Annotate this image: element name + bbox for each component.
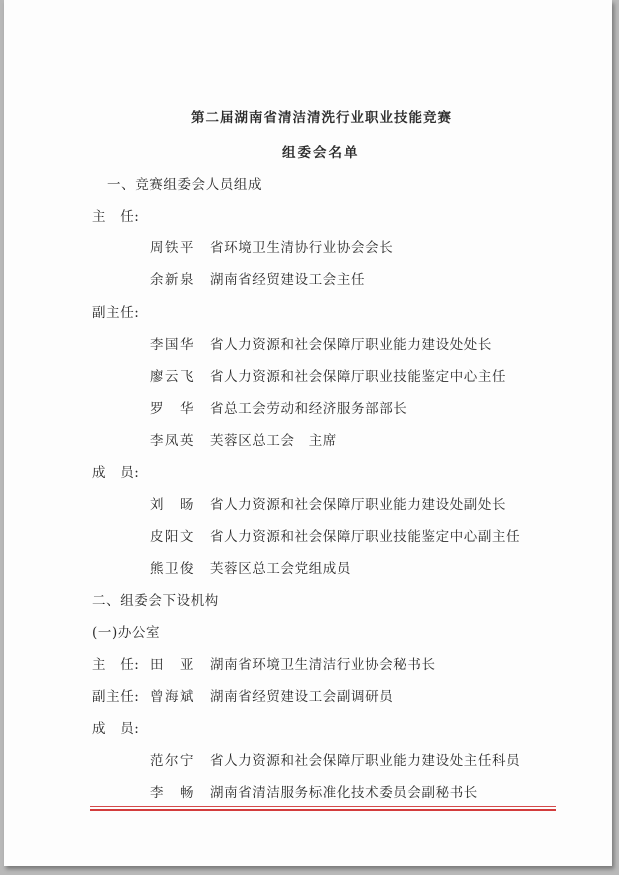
deputy-label: 副主任: (92, 305, 140, 321)
deputy-position: 芙蓉区总工会 主席 (210, 433, 337, 449)
deputy-name: 罗 华 (150, 401, 195, 417)
director-position: 湖南省经贸建设工会主任 (210, 272, 366, 288)
section1-heading: 一、竞赛组委会人员组成 (107, 177, 263, 193)
document-title: 第二届湖南省清洁清洗行业职业技能竞赛 (191, 110, 452, 126)
office-deputy-position: 湖南省经贸建设工会副调研员 (210, 689, 394, 705)
director-label: 主 任: (92, 209, 140, 225)
document-page (4, 0, 612, 866)
member-position: 省人力资源和社会保障厅职业能力建设处副处长 (210, 497, 507, 513)
director-position: 省环境卫生清协行业协会会长 (210, 240, 394, 256)
deputy-position: 省人力资源和社会保障厅职业能力建设处处长 (210, 337, 492, 353)
deputy-name: 李凤英 (150, 433, 195, 449)
footer-red-rule-thick (90, 809, 556, 811)
footer-red-rule (90, 806, 556, 807)
office-deputy-label: 副主任: (92, 689, 140, 705)
office-member-name: 李 畅 (150, 785, 195, 801)
member-name: 熊卫俊 (150, 561, 195, 577)
deputy-position: 省人力资源和社会保障厅职业技能鉴定中心主任 (210, 369, 507, 385)
office-heading: (一)办公室 (92, 625, 161, 641)
deputy-name: 廖云飞 (150, 369, 195, 385)
deputy-position: 省总工会劳动和经济服务部部长 (210, 401, 408, 417)
director-name: 余新泉 (150, 272, 195, 288)
member-position: 芙蓉区总工会党组成员 (210, 561, 351, 577)
office-member-position: 省人力资源和社会保障厅职业能力建设处主任科员 (210, 753, 521, 769)
member-name: 皮阳文 (150, 529, 195, 545)
office-member-name: 范尔宁 (150, 753, 195, 769)
office-director-label: 主 任: (92, 657, 140, 673)
office-deputy-name: 曾海斌 (150, 689, 195, 705)
member-position: 省人力资源和社会保障厅职业技能鉴定中心副主任 (210, 529, 521, 545)
office-director-position: 湖南省环境卫生清洁行业协会秘书长 (210, 657, 436, 673)
section2-heading: 二、组委会下设机构 (92, 593, 219, 609)
member-label: 成 员: (92, 465, 140, 481)
office-member-position: 湖南省清洁服务标准化技术委员会副秘书长 (210, 785, 478, 801)
office-director-name: 田 亚 (150, 657, 195, 673)
member-name: 刘 旸 (150, 497, 195, 513)
document-subtitle: 组委会名单 (282, 145, 360, 161)
office-member-label: 成 员: (92, 721, 140, 737)
deputy-name: 李国华 (150, 337, 195, 353)
director-name: 周铁平 (150, 240, 195, 256)
